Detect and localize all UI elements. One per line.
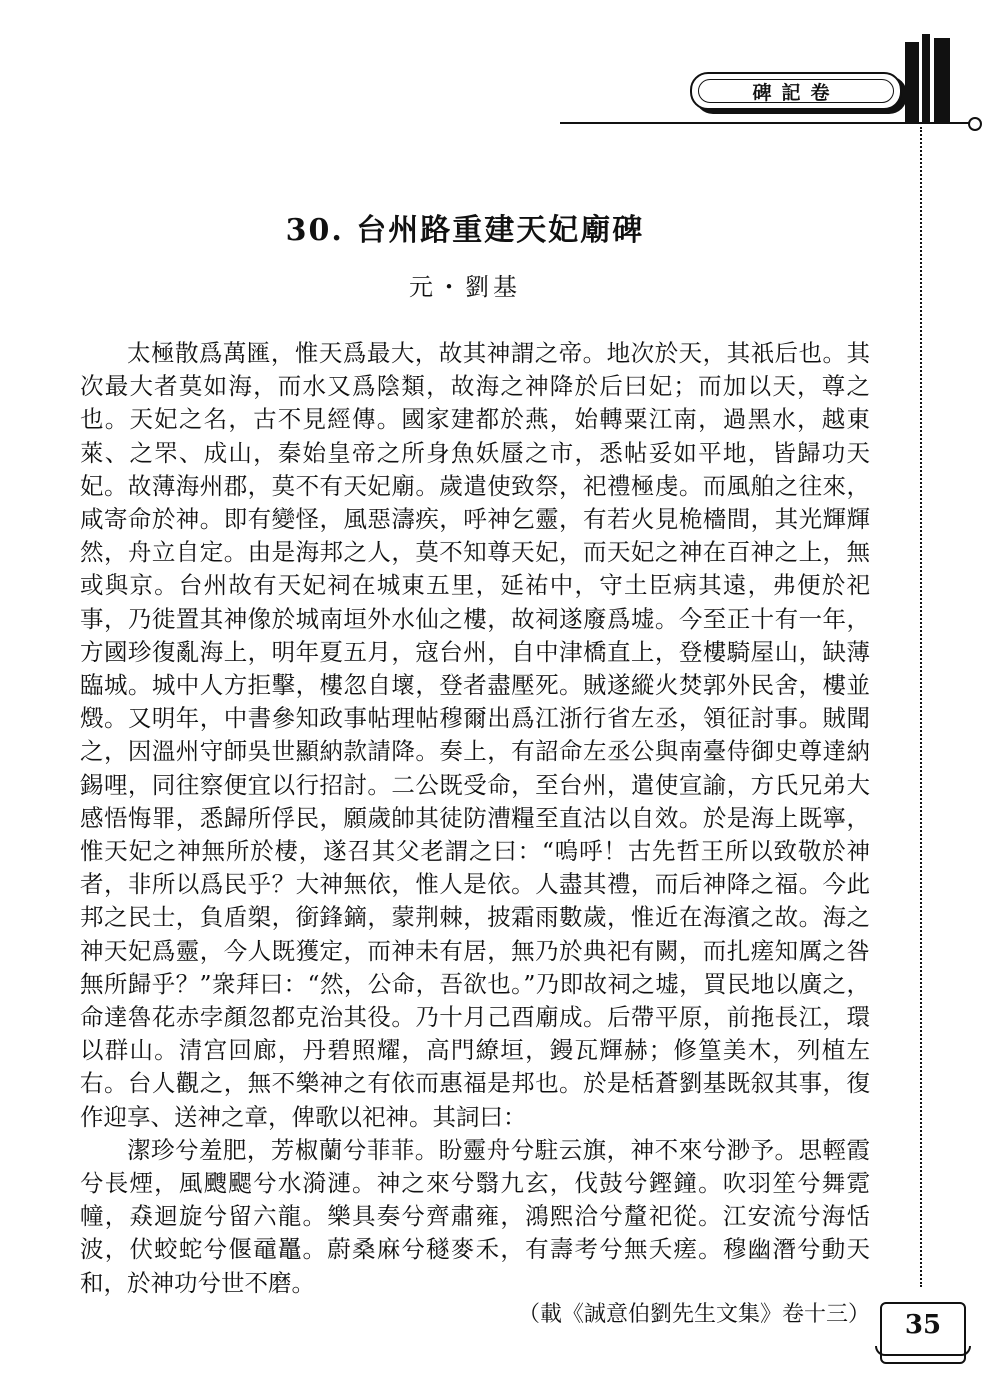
header-rule	[560, 122, 972, 124]
header-rule-knob	[968, 117, 982, 131]
body-paragraph: 太極散爲萬匯，惟天爲最大，故其神謂之帝。地次於天，其祇后也。其次最大者莫如海，而水又爲陰類，故海之神降於后曰妃；而加以天，尊之也。天妃之名，古不見經傳。國家建都於燕，始轉粟江南，過黑水，越東萊、之罘、成山，秦始皇帝之所身魚妖蜃之市，悉帖妥如平地，皆歸功天妃。故薄海州郡，莫不有天妃廟。歲遣使致祭，祀禮極虔。而風舶之往來，咸寄命於神。即有變怪，風惡濤疾，呼神乞靈，有若火見桅檣間，其光輝輝然，舟立自定。由是海邦之人，莫不知尊天妃，而天妃之神在百神之上，無或與京。台州故有天妃祠在城東五里，延祐中，守土臣病其遠，弗便於祀事，乃徙置其神像於城南垣外水仙之樓，故祠遂廢爲墟。今至正十有一年，方國珍復亂海上，明年夏五月，寇台州，自中津橋直上，登樓騎屋山，缺薄臨城。城中人方拒擊，樓忽自壞，登者盡壓死。賊遂縱火焚郭外民舍，樓並燬。又明年，中書參知政事帖理帖穆爾出爲江浙行省左丞，領征討事。賊聞之，因溫州守師吳世顯納款請降。奏上，有詔命左丞公與南臺侍御史尊達納錫哩，同往察便宜以行招討。二公既受命，至台州，遣使宣諭，方氏兄弟大感悟悔罪，悉歸所俘民，願歲帥其徒防漕糧至直沽以自效。於是海上既寧，惟天妃之神無所於棲，遂召其父老謂之曰：“嗚呼！古先哲王所以致敬於神者，非所以爲民乎？大神無依，惟人是依。人盡其禮，而后神降之福。今此邦之民士，負盾槊，銜鋒鏑，蒙荆棘，披霜雨數歲，惟近在海濱之故。海之神天妃爲靈，今人既獲定，而神未有居，無乃於典祀有闕，而扎瘥知厲之咎無所歸乎？”衆拜曰：“然，公命，吾欲也。”乃即故祠之墟，買民地以廣之，命達魯花赤孛顏忽都克治其役。乃十月己酉廟成。后帶平原，前拖長江，環以群山。清宫回廊，丹碧照耀，高門繚垣，鏝瓦輝赫；修篁美木，列植左右。台人觀之，無不樂神之有依而惠福是邦也。於是栝蒼劉基既叙其事，復作迎享、送神之章，俾歌以祀神。其詞曰：	[80, 339, 870, 1131]
book-spine-2	[922, 34, 930, 124]
section-tab-inner	[698, 79, 894, 103]
body-paragraph: 潔珍兮羞肥，芳椒蘭兮菲菲。盼靈舟兮駐云旗，神不來兮渺予。思輕霞兮長煙，風颼颸兮水漪漣。神之來兮翳九玄，伐鼓兮鏗鐘。吹羽笙兮舞霓幢，猋迴旋兮留六龍。樂具奏兮齊肅雍，鴻熙洽兮釐祀從。江安流兮海恬波，伏蛟蛇兮偃黿鼉。蔚桑麻兮穟麥禾，有壽考兮無夭瘥。穆幽潛兮動天和，於神功兮世不磨。	[80, 1135, 870, 1297]
page-number-book-base	[875, 1346, 971, 1356]
article-author: 元・劉基	[409, 273, 521, 301]
article-title: 30. 台州路重建天妃廟碑	[285, 213, 645, 248]
article-body	[80, 337, 870, 1300]
source-citation: （載《誠意伯劉先生文集》卷十三）	[517, 1302, 870, 1327]
section-label: 碑記卷	[752, 81, 840, 104]
page-number: 35	[904, 1310, 942, 1340]
book-spine-1	[905, 42, 919, 122]
book-spine-3	[934, 38, 950, 122]
section-tab	[690, 72, 902, 110]
